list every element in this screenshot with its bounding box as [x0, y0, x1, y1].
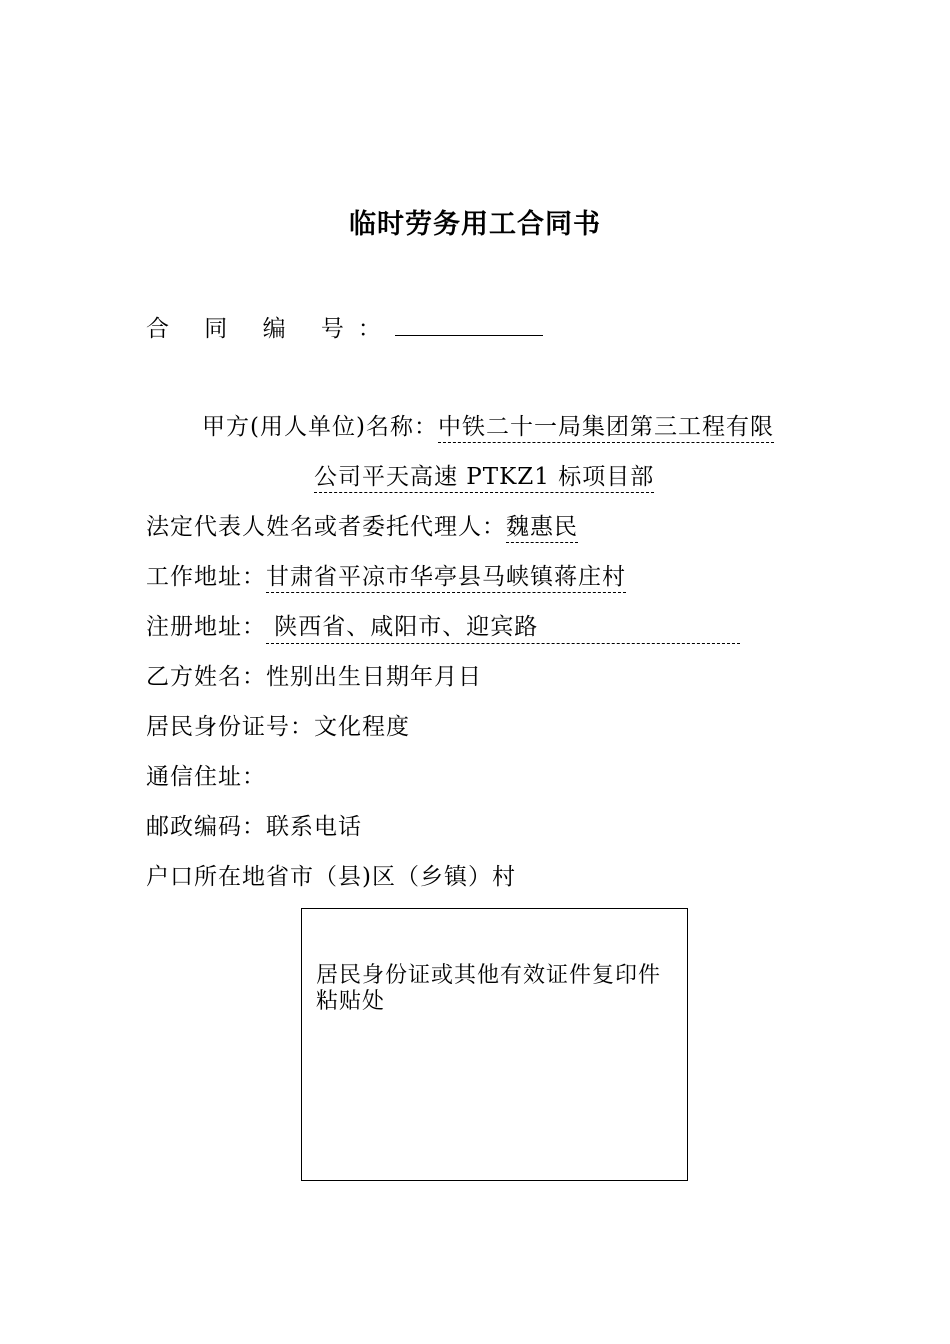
id-card-paste-box	[301, 908, 688, 1181]
party-a-rep-label: 法定代表人姓名或者委托代理人：	[146, 514, 506, 540]
party-b-id-row: 居民身份证号：文化程度	[146, 714, 410, 740]
id-card-paste-label: 居民身份证或其他有效证件复印件粘贴处	[316, 963, 662, 1014]
party-a-rep-row	[146, 508, 578, 541]
party-a-name-row-2	[314, 458, 654, 491]
party-a-reg-address-row	[146, 608, 740, 644]
contract-number-blank[interactable]	[395, 315, 543, 336]
party-a-name-value-2: 公司平天高速 PTKZ1 标项目部	[314, 464, 654, 493]
party-a-name-row	[202, 408, 774, 441]
contract-number-label: 合 同 编 号：	[146, 316, 395, 342]
party-a-name-label: 甲方(用人单位)名称：	[202, 414, 438, 440]
party-b-hukou-row: 户口所在地省市（县)区（乡镇）村	[146, 864, 516, 890]
party-b-name-row: 乙方姓名：性别出生日期年月日	[146, 664, 482, 690]
work-address-label: 工作地址：	[146, 564, 266, 590]
work-address-value: 甘肃省平凉市华亭县马峡镇蒋庄村	[266, 564, 626, 593]
party-a-name-value-1: 中铁二十一局集团第三工程有限	[438, 414, 774, 443]
document-title: 临时劳务用工合同书	[349, 209, 601, 240]
contract-number-row	[146, 310, 543, 343]
party-b-address-row: 通信住址：	[146, 764, 266, 790]
party-a-work-address-row	[146, 558, 626, 591]
party-a-rep-value: 魏惠民	[506, 514, 578, 543]
party-b-postal-row: 邮政编码：联系电话	[146, 814, 362, 840]
reg-address-value: 陕西省、咸阳市、迎宾路	[266, 608, 740, 644]
reg-address-label: 注册地址：	[146, 614, 266, 640]
